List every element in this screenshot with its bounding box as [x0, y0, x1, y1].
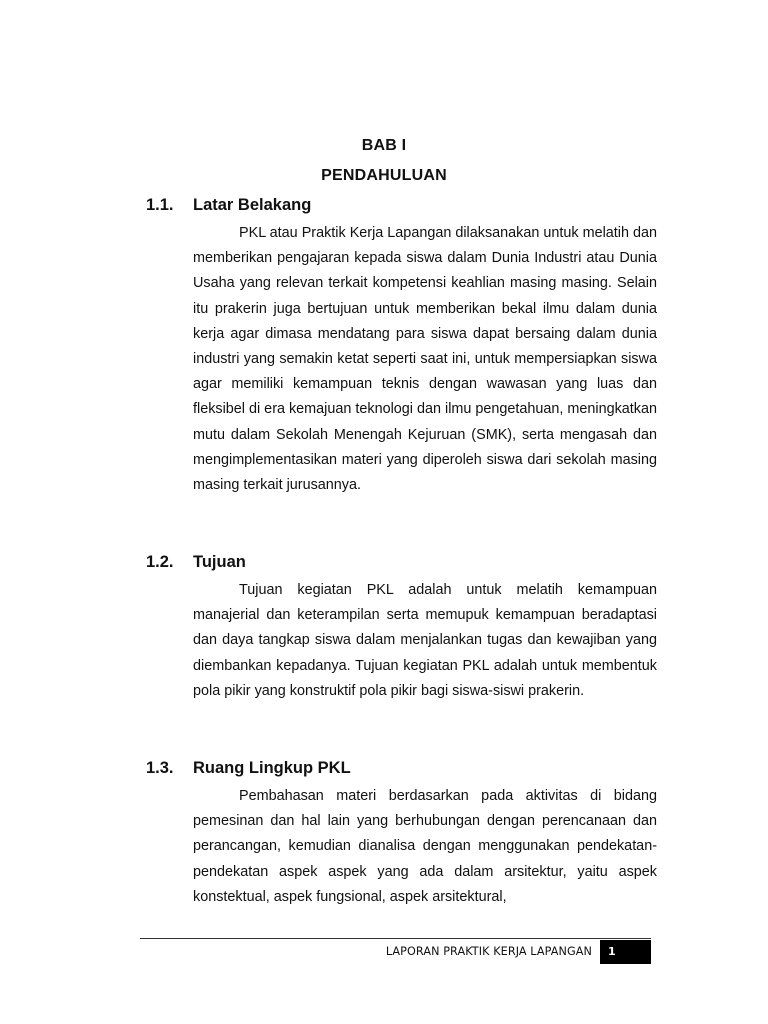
chapter-number: BAB I: [361, 137, 407, 154]
page-number: 1: [600, 940, 651, 964]
section-number: 1.1.: [146, 196, 174, 214]
section-number: 1.2.: [146, 553, 174, 571]
section-title: Latar Belakang: [193, 196, 312, 214]
section-paragraph: Tujuan kegiatan PKL adalah untuk melatih kemampuan manajerial dan keterampilan serta memupuk kemampuan beradaptasi dan daya tangkap siswa dalam menjalankan tugas dan kewajiban yang diembankan kepadanya. Tujuan kegiatan PKL adalah untuk membentuk pola pikir yang konstruktif pola pikir bagi siswa-siswi prakerin.: [193, 582, 657, 699]
chapter-title: PENDAHULUAN: [321, 167, 447, 184]
section-number: 1.3.: [146, 759, 174, 777]
footer-divider: [140, 938, 651, 939]
section-paragraph: Pembahasan materi berdasarkan pada aktivitas di bidang pemesinan dan hal lain yang berhubungan dengan perencanaan dan perancangan, kemudian dianalisa dengan menggunakan pendekatan-pendekatan aspek aspek yang ada dalam arsitektur, yaitu aspek konstektual, aspek fungsional, aspek arsitektural,: [193, 788, 657, 905]
section-title: Ruang Lingkup PKL: [193, 759, 351, 777]
section-paragraph: PKL atau Praktik Kerja Lapangan dilaksanakan untuk melatih dan memberikan pengajaran kepada siswa dalam Dunia Industri atau Dunia Usaha yang relevan terkait kompetensi keahlian masing masing. Selain itu prakerin juga bertujuan untuk memberikan bekal ilmu dalam dunia kerja agar dimasa mendatang para siswa dapat bersaing dalam dunia industri yang semakin ketat seperti saat ini, untuk mempersiapkan siswa agar memiliki kemampuan teknis dengan wawasan yang luas dan fleksibel di era kemajuan teknologi dan ilmu pengetahuan, meningkatkan mutu dalam Sekolah Menengah Kejuruan (SMK), serta mengasah dan mengimplementasikan materi yang diperoleh siswa dari sekolah masing masing terkait jurusannya.: [193, 225, 657, 494]
footer-title: LAPORAN PRAKTIK KERJA LAPANGAN: [385, 945, 592, 958]
section-title: Tujuan: [193, 553, 246, 571]
section-heading: [146, 759, 351, 778]
section-heading: [146, 196, 311, 215]
section-heading: [146, 553, 246, 572]
